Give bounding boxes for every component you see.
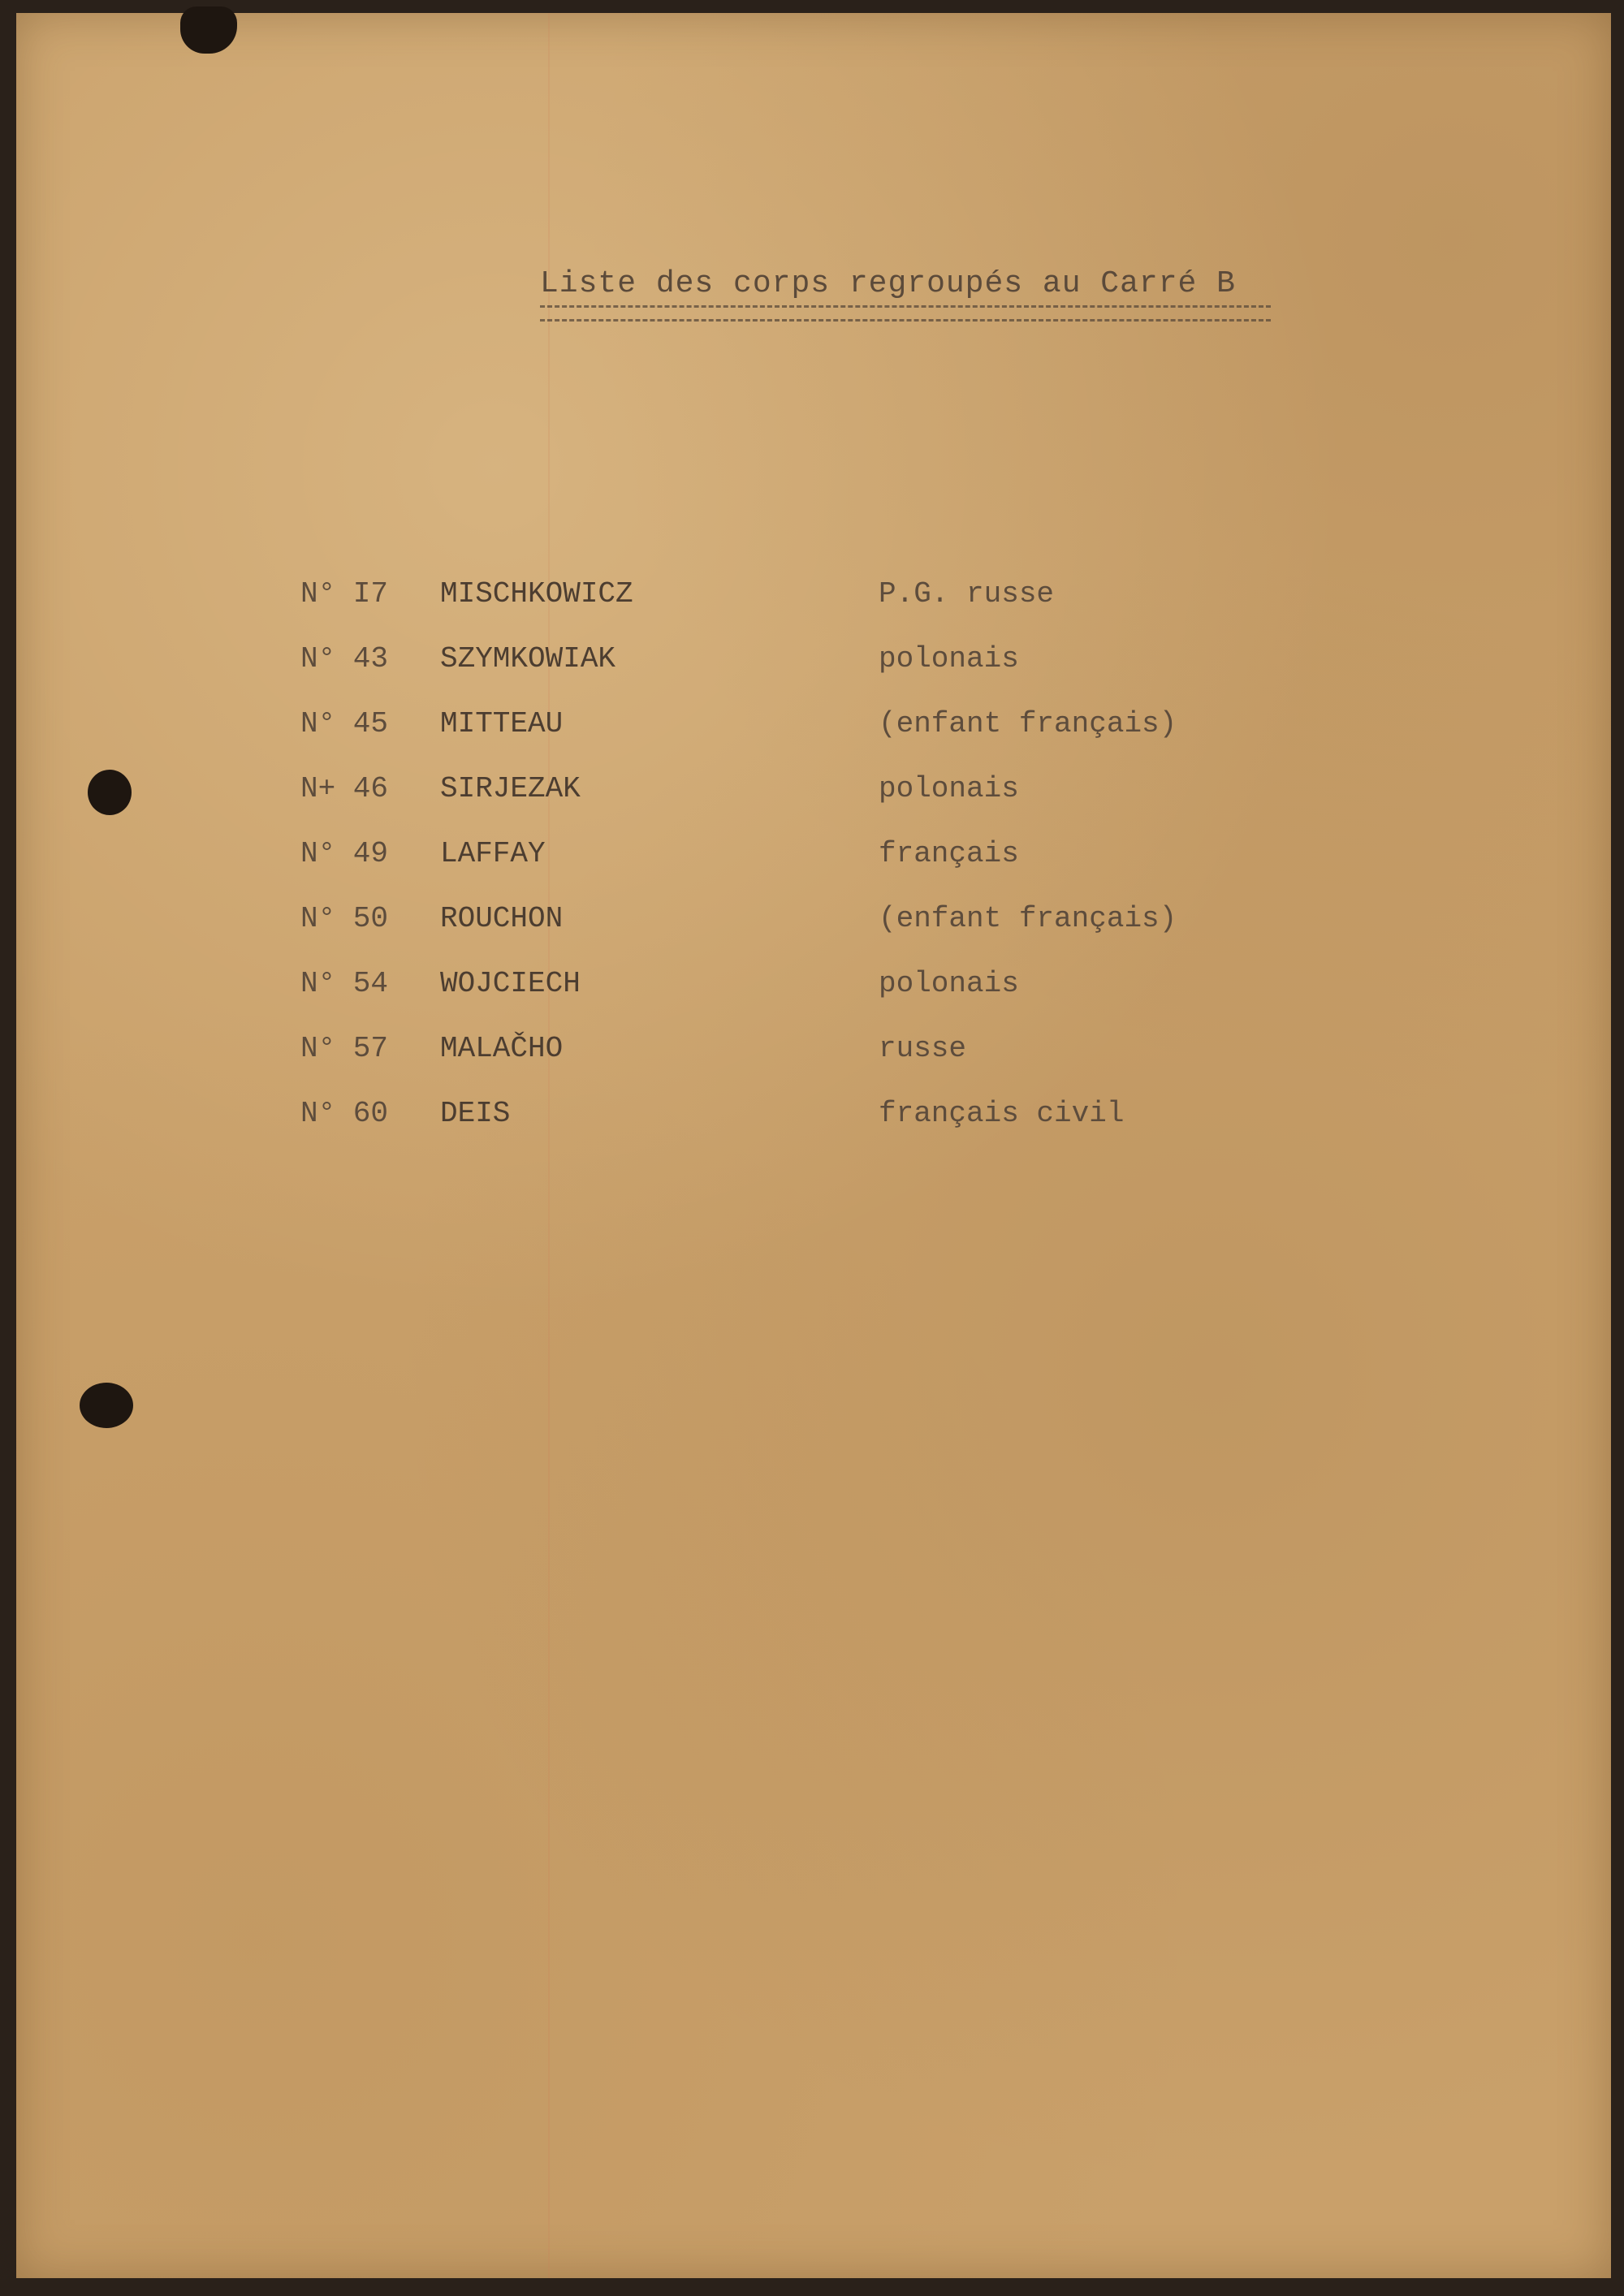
entry-number: N° 45 (300, 707, 389, 740)
entry-name: ROUCHON (440, 902, 564, 935)
entry-nationality: (enfant français) (879, 707, 1177, 740)
document-page (16, 13, 1611, 2278)
entry-name: MALAČHO (440, 1032, 564, 1065)
entry-number: N° 54 (300, 967, 389, 1000)
entry-name: SIRJEZAK (440, 772, 581, 805)
entry-number: N+ 46 (300, 772, 389, 805)
entry-name: MISCHKOWICZ (440, 577, 633, 611)
entry-name: WOJCIECH (440, 967, 581, 1000)
entry-name: LAFFAY (440, 837, 546, 870)
entry-number: N° 43 (300, 642, 389, 675)
entry-number: N° 49 (300, 837, 389, 870)
list-item (300, 963, 1275, 1028)
entry-nationality: polonais (879, 967, 1019, 1000)
entry-name: SZYMKOWIAK (440, 642, 616, 675)
entry-name: MITTEAU (440, 707, 564, 740)
punch-hole-bottom (80, 1383, 133, 1428)
list-item (300, 638, 1275, 703)
entry-nationality: français civil (879, 1097, 1125, 1130)
punch-hole-top (88, 770, 132, 815)
entry-nationality: (enfant français) (879, 902, 1177, 935)
entry-nationality: polonais (879, 772, 1019, 805)
document-title: Liste des corps regroupés au Carré B (540, 266, 1236, 301)
list-item (300, 1093, 1275, 1158)
entry-number: N° 50 (300, 902, 389, 935)
entry-nationality: russe (879, 1032, 967, 1065)
list-item (300, 703, 1275, 768)
entry-number: N° I7 (300, 577, 389, 611)
entry-nationality: français (879, 837, 1019, 870)
burial-list (300, 573, 1275, 1158)
entry-number: N° 60 (300, 1097, 389, 1130)
entry-number: N° 57 (300, 1032, 389, 1065)
title-double-underline (540, 305, 1271, 322)
list-item (300, 898, 1275, 963)
list-item (300, 1028, 1275, 1093)
entry-nationality: polonais (879, 642, 1019, 675)
entry-nationality: P.G. russe (879, 577, 1055, 611)
entry-name: DEIS (440, 1097, 511, 1130)
list-item (300, 768, 1275, 833)
list-item (300, 833, 1275, 898)
list-item (300, 573, 1275, 638)
